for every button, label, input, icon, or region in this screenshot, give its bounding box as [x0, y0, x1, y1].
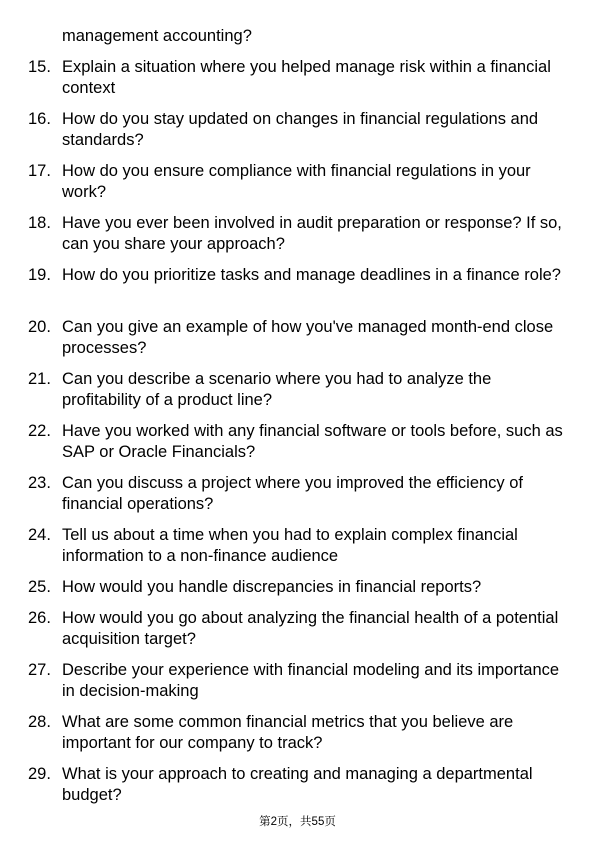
continuation-text: management accounting? [62, 27, 252, 45]
question-number: 23. [28, 474, 51, 492]
question-number: 18. [28, 214, 51, 232]
question-text: How do you stay updated on changes in financial regulations and standards? [62, 110, 539, 149]
question-item [0, 161, 595, 203]
question-item [0, 109, 595, 151]
question-text: What are some common financial metrics that you believe are important for our company to track? [62, 713, 514, 752]
question-number: 15. [28, 58, 51, 76]
question-item [0, 317, 595, 359]
question-item [0, 764, 595, 806]
question-number: 22. [28, 422, 51, 440]
question-text: Have you ever been involved in audit preparation or response? If so, can you share your approach? [62, 214, 562, 253]
question-text: How would you handle discrepancies in financial reports? [62, 578, 482, 596]
question-text: Have you worked with any financial software or tools before, such as SAP or Oracle Financials? [62, 422, 563, 461]
question-item [0, 213, 595, 255]
question-item [0, 57, 595, 99]
question-number: 19. [28, 266, 51, 284]
question-item [0, 577, 595, 598]
question-text: How do you prioritize tasks and manage deadlines in a finance role? [62, 266, 561, 284]
question-item [0, 660, 595, 702]
question-number: 29. [28, 765, 51, 783]
question-item [0, 369, 595, 411]
question-item [0, 473, 595, 515]
question-item [0, 712, 595, 754]
question-item [0, 525, 595, 567]
question-text: Describe your experience with financial modeling and its importance in decision-making [62, 661, 560, 700]
question-item [0, 265, 595, 307]
question-text: Can you discuss a project where you improved the efficiency of financial operations? [62, 474, 524, 513]
question-number: 16. [28, 110, 51, 128]
question-list [0, 57, 595, 816]
question-text: What is your approach to creating and managing a departmental budget? [62, 765, 533, 804]
question-number: 20. [28, 318, 51, 336]
question-number: 28. [28, 713, 51, 731]
question-text: Can you give an example of how you've managed month-end close processes? [62, 318, 554, 357]
question-text: Explain a situation where you helped manage risk within a financial context [62, 58, 551, 97]
question-text: How would you go about analyzing the financial health of a potential acquisition target? [62, 609, 559, 648]
question-number: 24. [28, 526, 51, 544]
question-item [0, 608, 595, 650]
question-number: 25. [28, 578, 51, 596]
page-footer: 第2页，共55页 [259, 816, 336, 828]
question-item [0, 421, 595, 463]
question-number: 21. [28, 370, 51, 388]
question-number: 17. [28, 162, 51, 180]
question-text: How do you ensure compliance with financial regulations in your work? [62, 162, 531, 201]
question-text: Tell us about a time when you had to explain complex financial information to a non-finance audience [62, 526, 518, 565]
question-number: 26. [28, 609, 51, 627]
question-text: Can you describe a scenario where you had to analyze the profitability of a product line? [62, 370, 492, 409]
question-number: 27. [28, 661, 51, 679]
